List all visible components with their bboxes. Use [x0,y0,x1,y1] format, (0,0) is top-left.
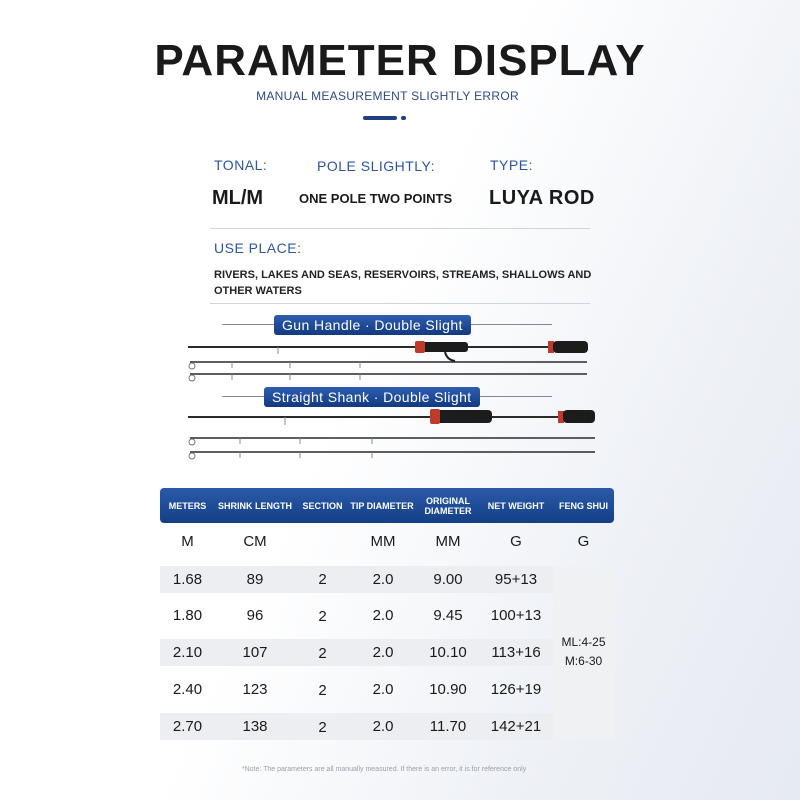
straight-rod-accent [430,409,440,424]
table-cell: 2.70 [172,718,203,735]
th-section: SECTION [302,500,343,511]
table-cell: 96 [246,607,264,624]
table-cell: 10.10 [429,644,467,661]
table-cell: 2 [318,719,327,736]
unit-tip-diameter: MM [370,533,396,550]
th-feng-shui: FENG SHUI [558,500,608,511]
table-cell: 2 [318,608,327,625]
type-value: LUYA ROD [489,187,595,209]
feng-shui-line-2: M:6-30 [564,654,603,668]
gun-rod-rear-grip [553,341,588,353]
table-cell: 9.45 [433,607,463,624]
page-subtitle: MANUAL MEASUREMENT SLIGHTLY ERROR [256,89,519,103]
th-shrink-length: SHRINK LENGTH [218,500,292,511]
type-label: TYPE: [490,157,533,173]
table-cell: 126+19 [490,681,542,698]
straight-rod-tip-eye [189,439,195,445]
use-place-label: USE PLACE: [214,240,302,256]
table-cell: 9.00 [433,571,463,588]
table-cell: 95+13 [494,571,538,588]
unit-shrink-length: CM [243,533,267,550]
gun-rod-reel-seat [418,342,468,352]
straight-shank-label: Straight Shank · Double Slight [264,387,480,407]
th-net-weight: NET WEIGHT [487,500,545,511]
th-meters: METERS [168,500,207,511]
use-place-value: RIVERS, LAKES AND SEAS, RESERVOIRS, STREAMS, SHALLOWS AND OTHER WATERS [214,269,592,297]
gun-rod-guides [232,347,360,380]
unit-feng-shui: G [577,533,590,550]
footnote: *Note: The parameters are all manually measured. If there is an error, it is for reference only [241,766,527,773]
table-cell: 11.70 [429,718,467,735]
unit-section [295,533,350,553]
straight-rod-tip-eye [189,453,195,459]
tonal-value: ML/M [212,187,264,209]
table-cell: 2.0 [372,571,394,588]
table-cell: 123 [242,681,268,698]
straight-rod-reel-seat [432,410,492,423]
unit-net-weight: G [510,533,522,550]
table-cell: 2.0 [372,718,394,735]
straight-rod-rear-grip [563,410,595,423]
pole-value: ONE POLE TWO POINTS [299,191,453,206]
unit-meters: M [181,533,194,550]
table-cell: 10.90 [429,681,467,698]
gun-rod-tip-eye [189,375,195,381]
table-cell: 89 [246,571,264,588]
table-cell: 2.0 [372,607,394,624]
table-cell: 2 [318,645,327,662]
table-cell: 2.0 [372,644,394,661]
gun-handle-label: Gun Handle · Double Slight [274,315,471,335]
table-cell: 138 [242,718,268,735]
table-cell: 2 [318,682,327,699]
table-cell: 107 [242,644,268,661]
tonal-label: TONAL: [214,157,268,173]
th-tip-diameter: TIP DIAMETER [350,500,414,511]
table-cell: 1.80 [172,607,203,624]
table-cell: 113+16 [491,644,541,661]
table-cell: 142+21 [490,718,542,735]
straight-shank-rod-group [188,409,595,459]
th-original-diameter: ORIGINAL DIAMETER [424,495,472,516]
table-cell: 1.68 [172,571,203,588]
gun-rod-tip-eye [189,363,195,369]
gun-rod-accent [415,341,425,353]
table-cell: 2.0 [372,681,394,698]
pole-label: POLE SLIGHTLY: [317,158,436,174]
table-cell: 2.40 [172,681,203,698]
feng-shui-value [553,633,614,671]
gun-rod-trigger [445,352,455,361]
table-cell: 2.10 [172,644,203,661]
feng-shui-line-1: ML:4-25 [561,635,606,649]
table-cell: 100+13 [490,607,542,624]
gun-handle-rod-group [188,341,588,381]
unit-original-diameter: MM [435,533,461,550]
page-title: PARAMETER DISPLAY [154,36,646,85]
table-cell: 2 [318,571,327,588]
